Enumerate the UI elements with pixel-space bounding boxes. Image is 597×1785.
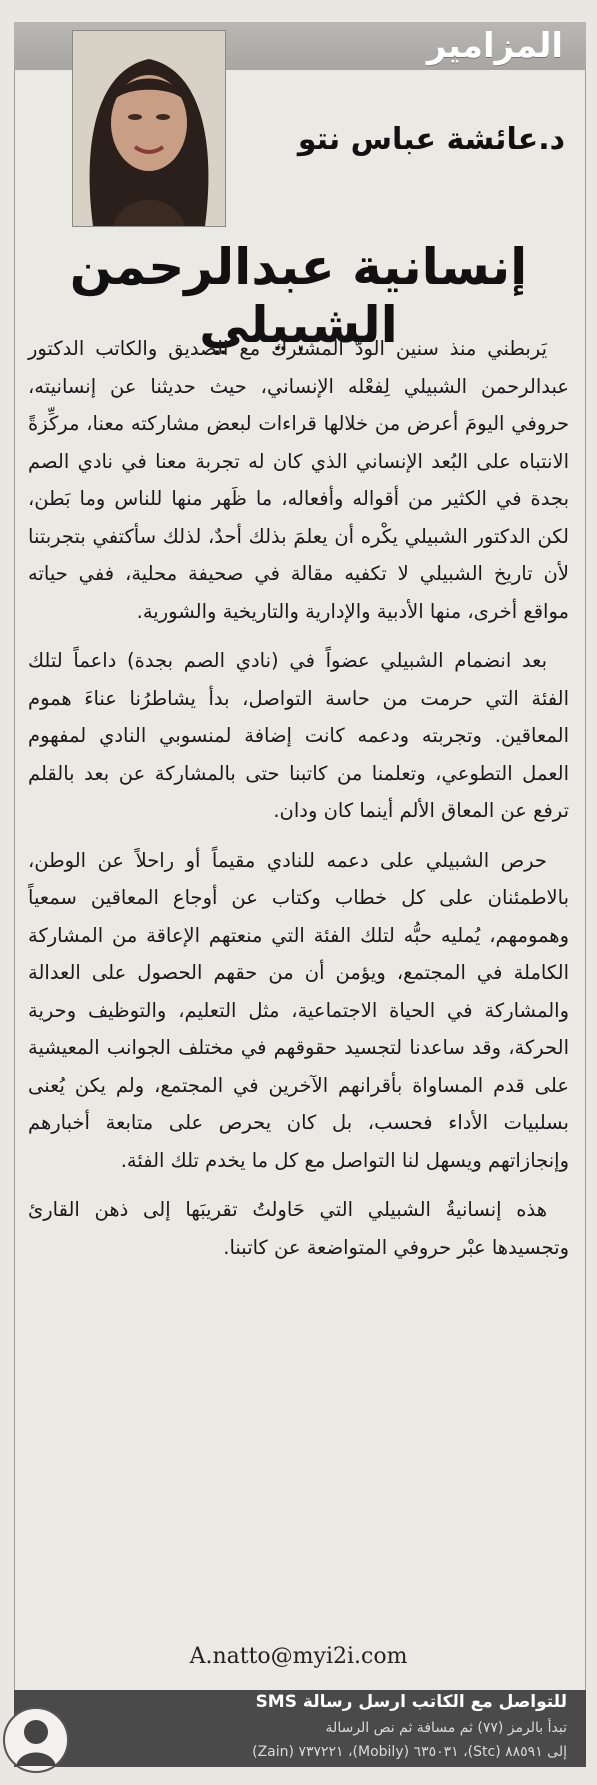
author-name: د.عائشة عباس نتو	[297, 122, 565, 157]
author-photo	[72, 30, 226, 227]
sms-numbers: إلى ٨٨٥٩١ (Stc)، ٦٣٥٠٣١ (Mobily)، ٧٣٧٢٢١ (Zain)	[252, 1744, 567, 1760]
article-paragraph: حرص الشبيلي على دعمه للنادي مقيماً أو راحلاً عن الوطن، بالاطمئنان على كل خطاب وكتاب عن أوجاع المعاقين سمعياً وهمومهم، يُمليه حبُّه لتلك الفئة التي منعتهم الإعاقة من المشاركة الكاملة في المجتمع، ويؤمن أن من حقهم الحصول على العدالة والمشاركة في الحياة الاجتماعية، مثل التعليم، والتوظيف وحرية الحركة، وقد ساعدنا لتجسيد حقوقهم في مختلف الجوانب المعيشية على قدم المساواة بأقرانهم الآخرين في المجتمع، ولم يكن يُعنى بسلبيات الأداء فحسب، بل كان يحرص على متابعة أخبارهم وإنجازاتهم ويسهل لنا التواصل مع كل ما يخدم تلك الفئة.	[28, 848, 569, 1172]
column-title: المزامير	[426, 26, 563, 66]
publisher-logo-icon	[0, 1700, 72, 1780]
article-paragraph: يَربطني منذ سنين الودّ المشترك مع الصديق والكاتب الدكتور عبدالرحمن الشبيلي لِفعْله الإنساني، حيث حديثنا عن إنسانيته، حروفي اليومَ أعرض من خلالها قراءات لبعض مشاركته معنا، مركِّزةً الانتباه على البُعد الإنساني الذي كان له تجربة معنا في نادي الصم بجدة في الكثير من أقواله وأفعاله، ما ظَهر منها للناس وما بَطن، لكن الدكتور الشبيلي يكْره أن يعلمَ بذلك أحدٌ، لذلك سأكتفي بتجربتنا لأن تاريخ الشبيلي لا تكفيه مقالة في صحيفة محلية، ففي حياته مواقع أخرى، منها الأدبية والإدارية والتاريخية والشورية.	[28, 337, 569, 623]
article-body	[28, 330, 569, 1278]
author-email[interactable]: A.natto@myi2i.com	[189, 1644, 408, 1669]
sms-contact-title: للتواصل مع الكاتب ارسل رسالة SMS	[255, 1692, 567, 1712]
article-paragraph: هذه إنسانيةُ الشبيلي التي حَاولتُ تقريبَها إلى ذهن القارئ وتجسيدها عبْر حروفي المتواضعة عن كاتبنا.	[28, 1198, 569, 1259]
article-paragraph: بعد انضمام الشبيلي عضواً في (نادي الصم بجدة) داعماً لتلك الفئة التي حرمت من حاسة التواصل، بدأ يشاطرُنا عناءَ هموم المعاقين. وتجربته ودعمه كانت إضافة لمنسوبي النادي لمفهوم العمل التطوعي، وتعلمنا من كاتبنا حتى بالمشاركة عن بعد بالقلم ترفع عن المعاق الألم أينما كان ودان.	[28, 649, 569, 822]
sms-instructions: تبدأ بالرمز (٧٧) ثم مسافة ثم نص الرسالة	[325, 1720, 567, 1736]
article-headline: إنسانية عبدالرحمن الشبيلي	[69, 238, 528, 354]
